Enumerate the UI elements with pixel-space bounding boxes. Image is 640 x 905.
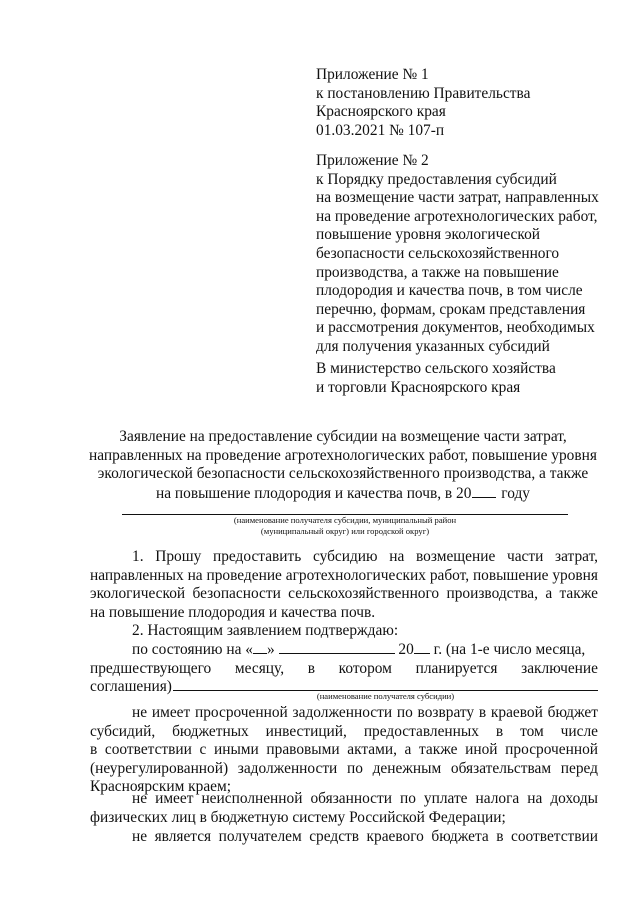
appendix-2-line: плодородия и качества почв, в том числе <box>316 282 583 300</box>
recipient-name-caption: (наименование получателя субсидии) <box>316 691 455 701</box>
budget-paragraph <box>90 828 598 847</box>
title-line: экологической безопасности сельскохозяйственного производства, а также <box>97 465 589 483</box>
appendix-2-line: и рассмотрения документов, необходимых <box>316 319 595 337</box>
debt-line: Красноярским краем; <box>90 778 232 796</box>
tax-line: не имеет неисполненной обязанности по уплате налога на доходы <box>132 790 598 807</box>
appendix-2-line: производства, а также на повышение <box>316 263 559 281</box>
day-blank-field[interactable] <box>253 640 267 654</box>
paragraph-2 <box>90 622 598 641</box>
appendix-2-line: к Порядку предоставления субсидий <box>316 170 557 188</box>
appendix-1-line: к постановлению Правительства <box>316 84 531 102</box>
appendix-1-line: Приложение № 1 <box>316 66 429 83</box>
applicant-caption-line2: (муниципальный округ) или городской округ) <box>260 526 430 536</box>
appendix-2-line: Приложение № 2 <box>316 152 429 169</box>
paragraph-2-line: 2. Настоящим заявлением подтверждаю: <box>132 622 399 639</box>
year-prefix: 20 <box>398 641 414 658</box>
appendix-2-header <box>316 152 616 357</box>
appendix-2-line: перечню, формам, срокам представления <box>316 300 586 318</box>
appendix-1-header <box>316 66 616 140</box>
paragraph-1-line: направленных на проведение агротехнологических работ, повышение уровня <box>90 566 598 584</box>
document-title <box>80 428 606 503</box>
appendix-2-line: для получения указанных субсидий <box>316 337 550 355</box>
date-suffix: г. (на 1-е число месяца, <box>433 641 586 658</box>
tax-paragraph <box>90 790 598 827</box>
debt-paragraph <box>90 704 598 797</box>
paragraph-1 <box>90 548 598 622</box>
date-prefix: по состоянию на « <box>132 641 253 658</box>
recipient-address <box>316 360 616 397</box>
title-line: направленных на проведение агротехнологических работ, повышение уровня <box>89 446 597 464</box>
appendix-1-line: Красноярского края <box>316 103 446 121</box>
status-date-line <box>90 640 598 660</box>
debt-line: (неурегулированной) задолженности по денежным обязательствам перед <box>90 759 598 777</box>
paragraph-1-line: экологической безопасности сельскохозяйственного производства, а также <box>90 585 598 603</box>
paragraph-1-line: на повышение плодородия и качества почв. <box>90 603 376 621</box>
budget-line: не является получателем средств краевого бюджета в соответствии <box>132 828 598 845</box>
appendix-2-line: на возмещение части затрат, направленных <box>316 189 599 207</box>
title-line4-end: году <box>501 484 531 502</box>
year-blank-field[interactable] <box>472 484 496 498</box>
title-line-year <box>80 484 606 504</box>
date-mid: » <box>266 641 275 658</box>
appendix-1-line: 01.03.2021 № 107-п <box>316 121 445 139</box>
year-blank-field[interactable] <box>414 640 430 654</box>
paragraph-1-line: 1. Прошу предоставить субсидию на возмещение части затрат, <box>132 548 598 565</box>
title-line: Заявление на предоставление субсидии на возмещение части затрат, <box>119 428 567 445</box>
appendix-2-line: на проведение агротехнологических работ, <box>316 207 598 225</box>
title-line4-start: на повышение плодородия и качества почв, в 20 <box>155 484 472 502</box>
appendix-2-line: безопасности сельскохозяйственного <box>316 244 560 262</box>
status-line: предшествующего месяцу, в котором планируется заключение <box>90 659 598 677</box>
debt-line: в соответствии с иными правовыми актами, а также иной просроченной <box>90 741 598 759</box>
status-line: соглашения) <box>90 678 172 696</box>
tax-line: физических лиц в бюджетную систему Российской Федерации; <box>90 808 506 826</box>
applicant-caption-line1: (наименование получателя субсидии, муниципальный район <box>233 515 457 525</box>
status-date-paragraph <box>90 640 598 697</box>
debt-line: субсидий, бюджетных инвестиций, предоставленных в том числе <box>90 722 598 740</box>
month-blank-field[interactable] <box>279 640 395 654</box>
recipient-line: и торговли Красноярского края <box>316 378 521 396</box>
debt-line: не имеет просроченной задолженности по возврату в краевой бюджет <box>132 704 598 721</box>
recipient-line: В министерство сельского хозяйства <box>316 360 556 377</box>
appendix-2-line: повышение уровня экологической <box>316 226 541 244</box>
